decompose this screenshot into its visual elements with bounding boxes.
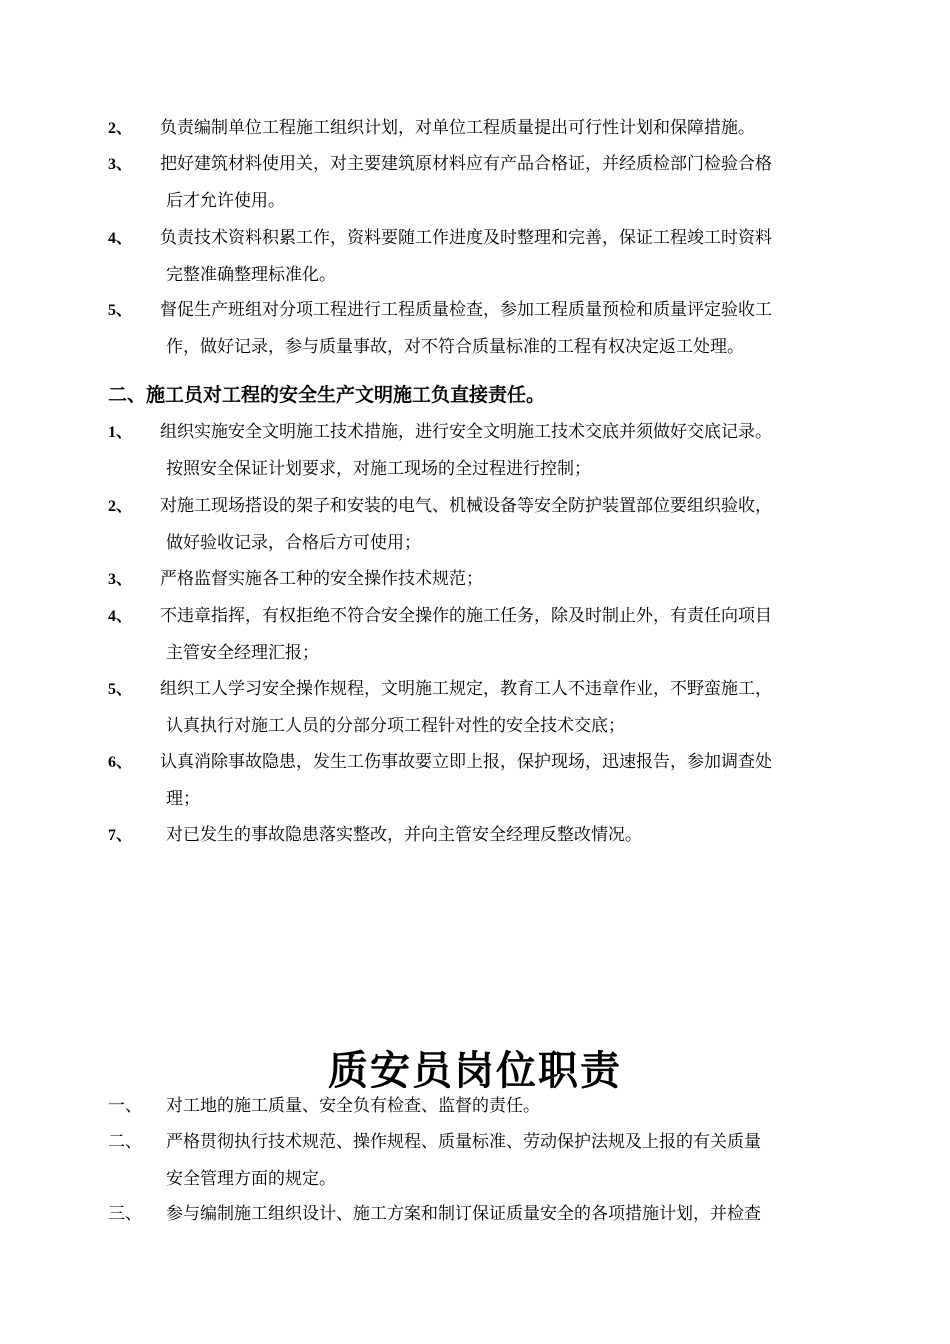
item-text-line1: 负责编制单位工程施工组织计划，对单位工程质量提出可行性计划和保障措施。 [160,118,755,138]
item-text-line1: 严格监督实施各工种的安全操作技术规范； [160,569,483,589]
item-text-line2: 按照安全保证计划要求，对施工现场的全过程进行控制； [166,459,591,479]
item-text-line1: 组织实施安全文明施工技术措施，进行安全文明施工技术交底并须做好交底记录。 [160,422,772,442]
item-text-line1: 组织工人学习安全操作规程，文明施工规定，教育工人不违章作业，不野蛮施工， [160,679,772,699]
item-text-line1: 对工地的施工质量、安全负有检查、监督的责任。 [166,1096,540,1116]
item-number: 7、 [108,827,133,844]
item-text-line2: 后才允许使用。 [166,191,285,211]
item-number: 三、 [108,1204,142,1224]
item-number: 3、 [108,156,133,173]
item-text-line1: 不违章指挥，有权拒绝不符合安全操作的施工任务，除及时制止外，有责任向项目 [160,606,772,626]
item-number: 二、 [108,1132,142,1152]
item-text-line2: 完整准确整理标准化。 [166,265,336,285]
item-number: 4、 [108,230,133,247]
item-text-line1: 负责技术资料积累工作，资料要随工作进度及时整理和完善，保证工程竣工时资料 [160,228,772,248]
item-number: 2、 [108,120,133,137]
item-text-line1: 参与编制施工组织设计、施工方案和制订保证质量安全的各项措施计划，并检查 [166,1204,761,1224]
item-text-line1: 把好建筑材料使用关，对主要建筑原材料应有产品合格证，并经质检部门检验合格 [160,154,772,174]
item-number: 3、 [108,571,133,588]
item-text-line1: 督促生产班组对分项工程进行工程质量检查，参加工程质量预检和质量评定验收工 [160,300,772,320]
item-text-line2: 安全管理方面的规定。 [166,1169,336,1189]
item-number: 6、 [108,754,133,771]
item-text-line1: 严格贯彻执行技术规范、操作规程、质量标准、劳动保护法规及上报的有关质量 [166,1132,761,1152]
section-heading: 二、施工员对工程的安全生产文明施工负直接责任。 [108,384,546,406]
item-text-line2: 作，做好记录，参与质量事故，对不符合质量标准的工程有权决定返工处理。 [166,337,744,357]
item-number: 1、 [108,424,133,441]
item-text-line1: 对已发生的事故隐患落实整改，并向主管安全经理反整改情况。 [166,825,642,845]
item-number: 5、 [108,681,133,698]
item-text-line2: 理； [166,789,200,809]
page-title: 质安员岗位职责 [328,1047,622,1094]
item-number: 2、 [108,498,133,515]
item-number: 4、 [108,608,133,625]
item-text-line2: 认真执行对施工人员的分部分项工程针对性的安全技术交底； [166,716,625,736]
item-text-line2: 主管安全经理汇报； [166,643,319,663]
item-text-line1: 认真消除事故隐患，发生工伤事故要立即上报，保护现场，迅速报告，参加调查处 [160,752,772,772]
item-text-line1: 对施工现场搭设的架子和安装的电气、机械设备等安全防护装置部位要组织验收， [160,496,772,516]
item-number: 一、 [108,1096,142,1116]
item-number: 5、 [108,302,133,319]
item-text-line2: 做好验收记录，合格后方可使用； [166,533,421,553]
